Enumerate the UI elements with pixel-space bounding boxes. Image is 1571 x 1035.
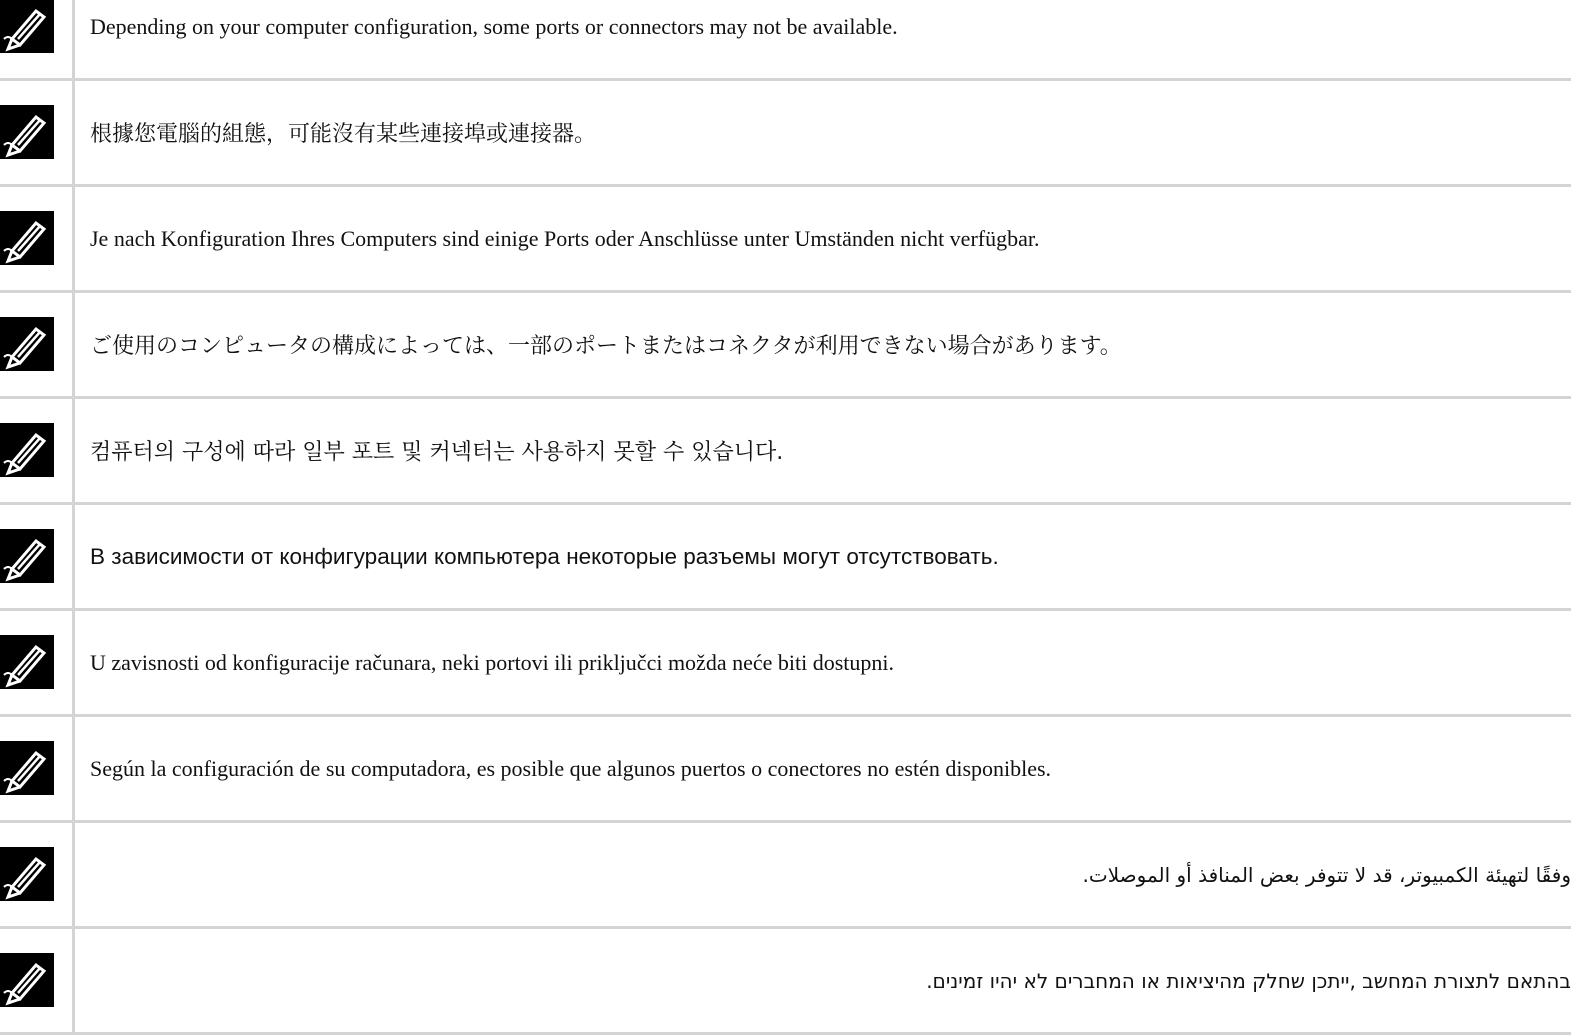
note-icon-cell	[0, 505, 75, 608]
note-pencil-icon	[0, 211, 54, 265]
note-icon-cell	[0, 81, 75, 184]
note-text: Depending on your computer configuration, some ports or connectors may not be available.	[90, 13, 898, 39]
note-pencil-icon	[0, 741, 54, 795]
note-pencil-icon	[0, 317, 54, 371]
note-text: В зависимости от конфигурации компьютера некоторые разъемы могут отсутствовать.	[90, 543, 999, 569]
note-row-de	[0, 187, 1571, 293]
note-pencil-icon	[0, 635, 54, 689]
note-text: U zavisnosti od konfiguracije računara, neki portovi ili priključci možda neće biti dostupni.	[90, 649, 894, 675]
note-text: Según la configuración de su computadora, es posible que algunos puertos o conectores no estén disponibles.	[90, 755, 1052, 781]
note-text: وفقًا لتهيئة الكمبيوتر، قد لا تتوفر بعض المنافذ أو الموصلات.	[1082, 862, 1571, 887]
note-row-ar	[0, 823, 1571, 929]
note-icon-cell	[0, 399, 75, 502]
note-pencil-icon	[0, 847, 54, 901]
note-pencil-icon	[0, 529, 54, 583]
note-text: ご使用のコンピュータの構成によっては、一部のポートまたはコネクタが利用できない場合があります。	[90, 334, 1122, 359]
note-row-es	[0, 717, 1571, 823]
note-icon-cell	[0, 0, 75, 78]
note-row-en	[0, 0, 1571, 81]
note-text: 根據您電腦的組態，可能沒有某些連接埠或連接器。	[90, 122, 597, 147]
note-text: 컴퓨터의 구성에 따라 일부 포트 및 커넥터는 사용하지 못할 수 있습니다.	[90, 440, 784, 465]
note-pencil-icon	[0, 953, 54, 1007]
note-icon-cell	[0, 187, 75, 290]
note-row-ko	[0, 399, 1571, 505]
note-icon-cell	[0, 717, 75, 820]
note-row-zh	[0, 81, 1571, 187]
note-row-he	[0, 929, 1571, 1035]
note-icon-cell	[0, 929, 75, 1032]
note-pencil-icon	[0, 0, 54, 53]
note-text: בהתאם לתצורת המחשב ,ייתכן שחלק מהיציאות או המחברים לא יהיו זמינים.	[926, 968, 1571, 993]
note-icon-cell	[0, 823, 75, 926]
note-pencil-icon	[0, 423, 54, 477]
note-row-sr	[0, 611, 1571, 717]
note-row-ja	[0, 293, 1571, 399]
note-icon-cell	[0, 293, 75, 396]
note-text: Je nach Konfiguration Ihres Computers sind einige Ports oder Anschlüsse unter Umständen nicht verfügbar.	[90, 225, 1040, 251]
note-pencil-icon	[0, 105, 54, 159]
note-icon-cell	[0, 611, 75, 714]
note-row-ru	[0, 505, 1571, 611]
